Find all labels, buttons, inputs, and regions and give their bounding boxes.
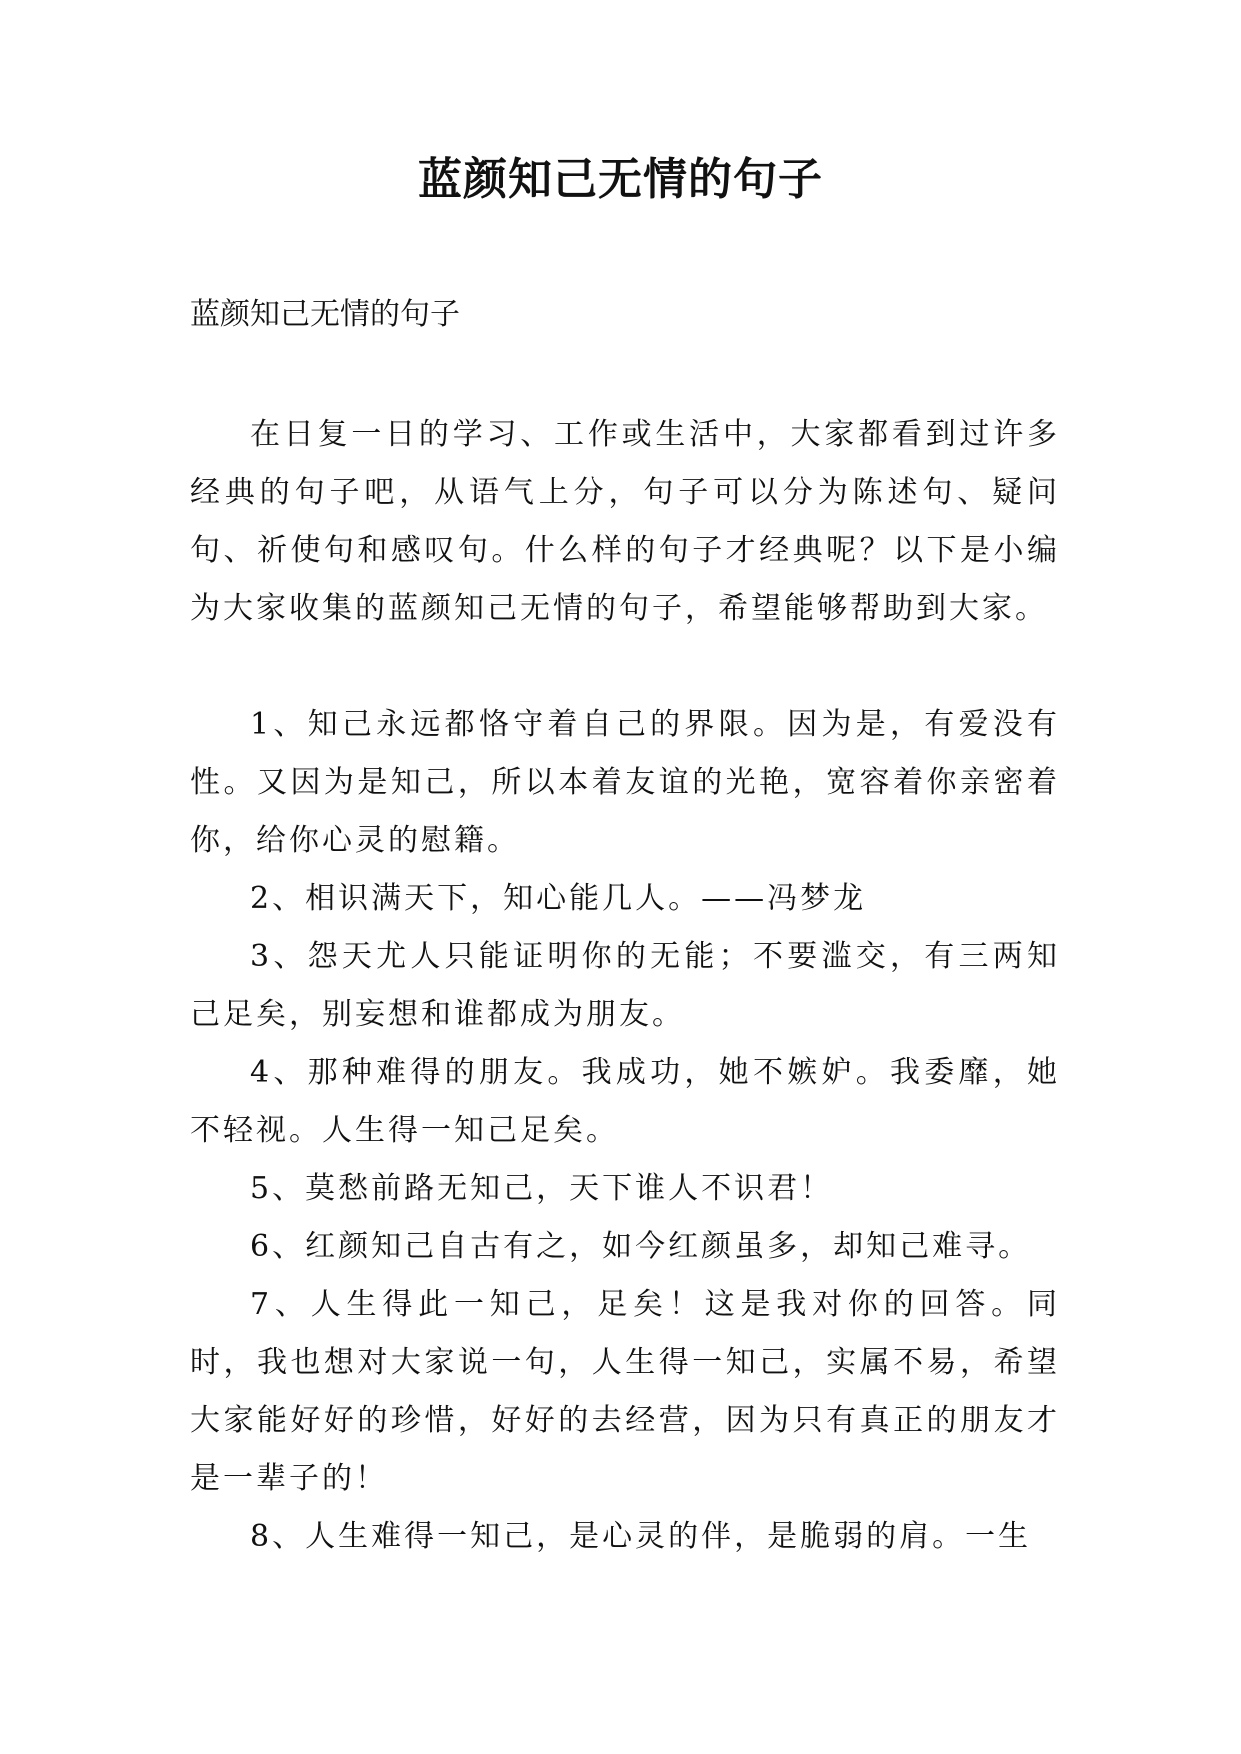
list-item: 6、红颜知己自古有之，如今红颜虽多，却知己难寻。 [250, 1229, 1032, 1264]
list-item: 4、那种难得的朋友。我成功，她不嫉妒。我委靡，她不轻视。人生得一知己足矣。 [190, 1055, 1060, 1148]
document-subtitle: 蓝颜知己无情的句子 [190, 297, 460, 332]
list-item: 3、怨天尤人只能证明你的无能；不要滥交，有三两知己足矣，别妄想和谁都成为朋友。 [190, 939, 1060, 1032]
list-item: 1、知己永远都恪守着自己的界限。因为是，有爱没有性。又因为是知己，所以本着友谊的光艳，宽容着你亲密着你，给你心灵的慰籍。 [190, 707, 1060, 858]
list-item: 8、人生难得一知己，是心灵的伴，是脆弱的肩。一生 [250, 1519, 1032, 1554]
list-item: 7、人生得此一知己，足矣！这是我对你的回答。同时，我也想对大家说一句，人生得一知己，实属不易，希望大家能好好的珍惜，好好的去经营，因为只有真正的朋友才是一辈子的！ [190, 1287, 1060, 1496]
list-item: 2、相识满天下，知心能几人。——冯梦龙 [250, 881, 867, 916]
document-body [190, 406, 1060, 1566]
page-title: 蓝颜知己无情的句子 [418, 154, 823, 205]
list-item: 5、莫愁前路无知己，天下谁人不识君！ [250, 1171, 834, 1206]
intro-paragraph: 在日复一日的学习、工作或生活中，大家都看到过许多经典的句子吧，从语气上分，句子可以分为陈述句、疑问句、祈使句和感叹句。什么样的句子才经典呢？以下是小编为大家收集的蓝颜知己无情的句子，希望能够帮助到大家。 [190, 417, 1060, 626]
paragraph-gap [190, 638, 1060, 696]
